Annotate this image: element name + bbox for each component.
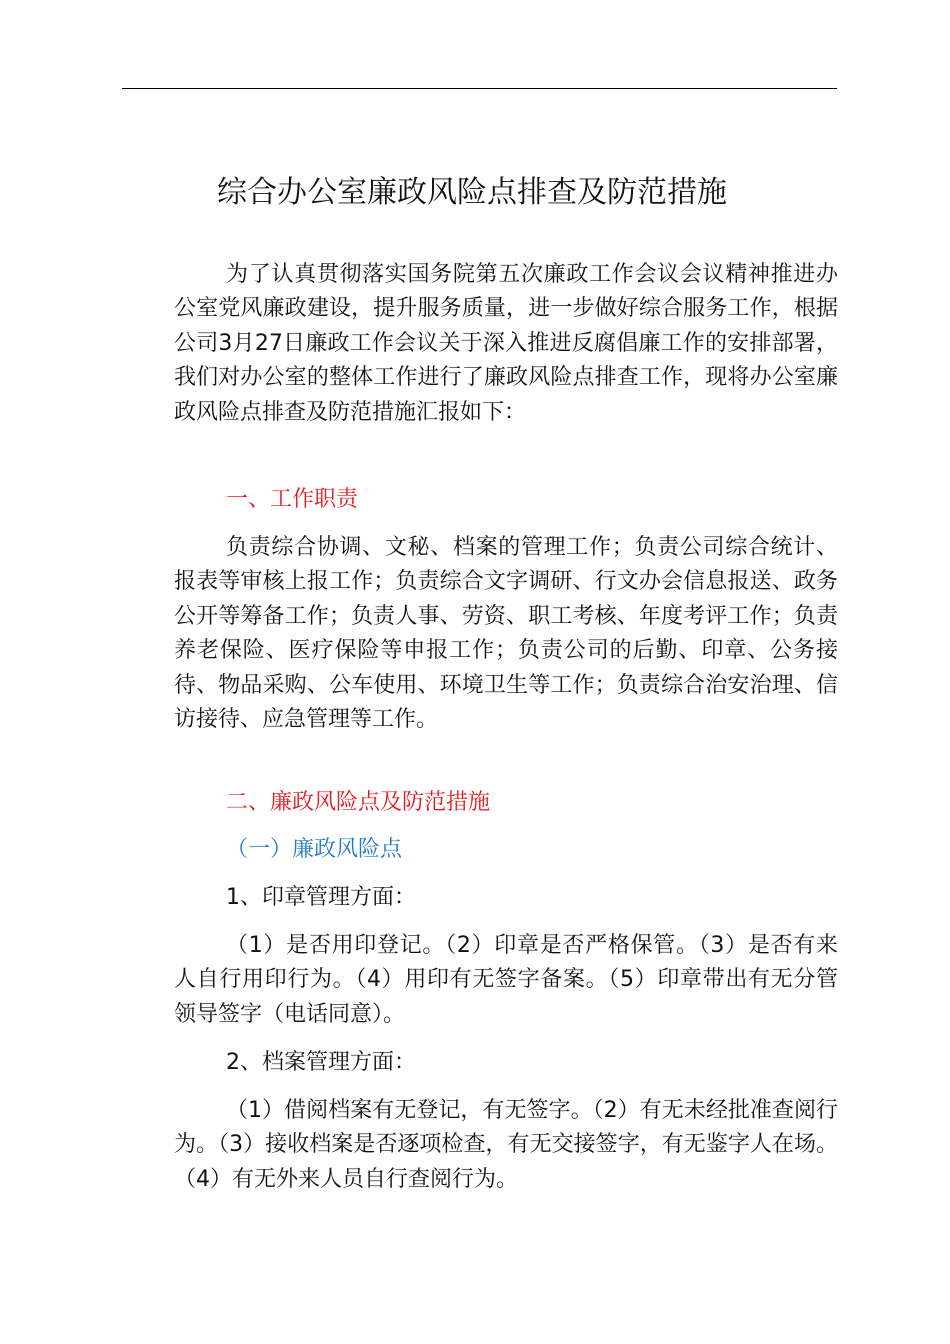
item-title-archive-management: 2、档案管理方面： (226, 1050, 416, 1075)
section-heading-risk-points: 二、廉政风险点及防范措施 (226, 790, 491, 815)
section-heading-duties: 一、工作职责 (226, 487, 359, 512)
archive-management-paragraph: （1）借阅档案有无登记，有无签字。（2）有无未经批准查阅行为。（3）接收档案是否逐项检查，有无交接签字，有无鉴字人在场。（4）有无外来人员自行查阅行为。 (174, 1098, 838, 1192)
duties-paragraph: 负责综合协调、文秘、档案的管理工作；负责公司综合统计、报表等审核上报工作；负责综合文字调研、行文办会信息报送、政务公开等筹备工作；负责人事、劳资、职工考核、年度考评工作；负责养老保险、医疗保险等申报工作；负责公司的后勤、印章、公务接待、物品采购、公车使用、环境卫生等工作；负责综合治安治理、信访接待、应急管理等工作。 (174, 535, 838, 733)
item-title-seal-management: 1、印章管理方面： (226, 885, 416, 910)
header-rule (122, 88, 837, 89)
intro-paragraph: 为了认真贯彻落实国务院第五次廉政工作会议会议精神推进办公室党风廉政建设，提升服务质量，进一步做好综合服务工作，根据公司3月27日廉政工作会议关于深入推进反腐倡廉工作的安排部署，我们对办公室的整体工作进行了廉政风险点排查工作，现将办公室廉政风险点排查及防范措施汇报如下： (174, 262, 838, 425)
seal-management-paragraph: （1）是否用印登记。（2）印章是否严格保管。（3）是否有来人自行用印行为。（4）用印有无签字备案。（5）印章带出有无分管领导签字（电话同意）。 (174, 933, 838, 1027)
document-title: 综合办公室廉政风险点排查及防范措施 (217, 175, 727, 210)
subheading-risk-points: （一）廉政风险点 (226, 837, 403, 862)
